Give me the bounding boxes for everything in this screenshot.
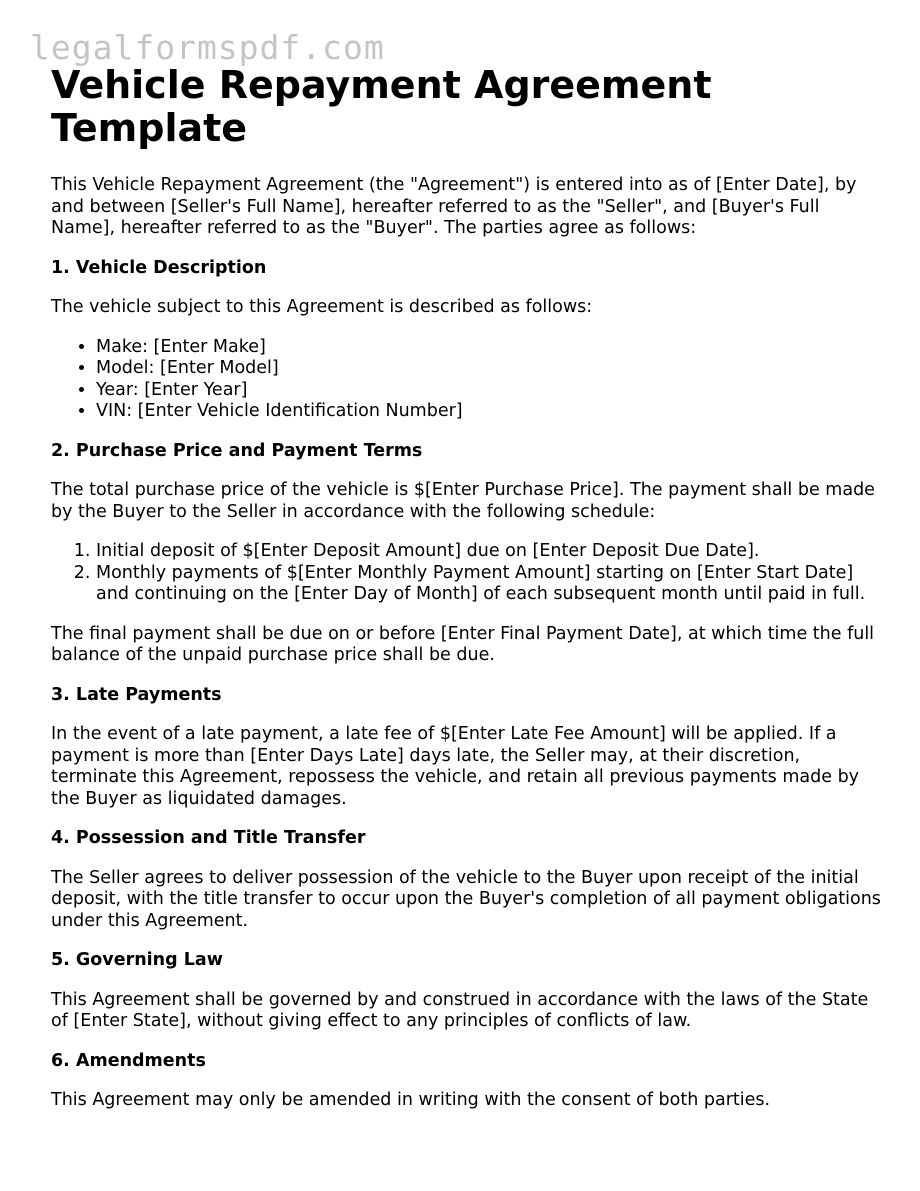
- page-title: Vehicle Repayment Agreement Template: [51, 63, 712, 150]
- final-payment-text: The final payment shall be due on or before [Enter Final Payment Date], at which time the full balance of the unpaid purchase price shall be due.: [51, 623, 875, 665]
- late-text: In the event of a late payment, a late fee of $[Enter Late Fee Amount] will be applied. If a payment is more than [Enter Days Late] days late, the Seller may, at their discretion, terminate this Agreement, repossess the vehicle, and retain all previous payments made by the Buyer as liquidated damages.: [51, 724, 860, 809]
- list-item: 2. Monthly payments of $[Enter Monthly Payment Amount] starting on [Enter Start Date] and continuing on the [Enter Day of Month] of each subsequent month until paid in full.: [96, 563, 881, 606]
- list-item: • Model: [Enter Model]: [96, 358, 881, 380]
- section-heading-law: 5. Governing Law: [51, 950, 223, 970]
- watermark: legalformspdf.com: [30, 28, 385, 67]
- list-item: 1. Initial deposit of $[Enter Deposit Amount] due on [Enter Deposit Due Date].: [96, 541, 881, 563]
- document-page: [51, 64, 881, 1112]
- section-heading-possession: 4. Possession and Title Transfer: [51, 828, 366, 848]
- intro-paragraph: This Vehicle Repayment Agreement (the "Agreement") is entered into as of [Enter Date], by and between [Seller's Full Name], hereafter referred to as the "Seller", and [Buyer's Full Name], hereafter referred to as the "Buyer". The parties agree as follows:: [51, 175, 857, 238]
- list-item: • Make: [Enter Make]: [96, 337, 881, 359]
- section-heading-amendments: 6. Amendments: [51, 1050, 206, 1071]
- vehicle-list: [51, 337, 881, 423]
- payment-schedule-list: [51, 541, 881, 606]
- payment-text: The total purchase price of the vehicle is $[Enter Purchase Price]. The payment shall be made by the Buyer to the Seller in accordance with the following schedule:: [51, 480, 875, 522]
- list-item: • Year: [Enter Year]: [96, 380, 881, 402]
- section-heading-vehicle: 1. Vehicle Description: [51, 257, 267, 278]
- section-heading-late: 3. Late Payments: [51, 684, 222, 705]
- vehicle-text: The vehicle subject to this Agreement is described as follows:: [51, 297, 593, 317]
- possession-text: The Seller agrees to deliver possession of the vehicle to the Buyer upon receipt of the initial deposit, with the title transfer to occur upon the Buyer's completion of all payment obligations under this Agreement.: [51, 867, 881, 931]
- list-item: • VIN: [Enter Vehicle Identification Number]: [96, 401, 881, 423]
- law-text: This Agreement shall be governed by and construed in accordance with the laws of the State of [Enter State], without giving effect to any principles of conflicts of law.: [51, 989, 869, 1031]
- amendments-text: This Agreement may only be amended in writing with the consent of both parties.: [51, 1090, 771, 1110]
- section-heading-payment: 2. Purchase Price and Payment Terms: [51, 440, 423, 461]
